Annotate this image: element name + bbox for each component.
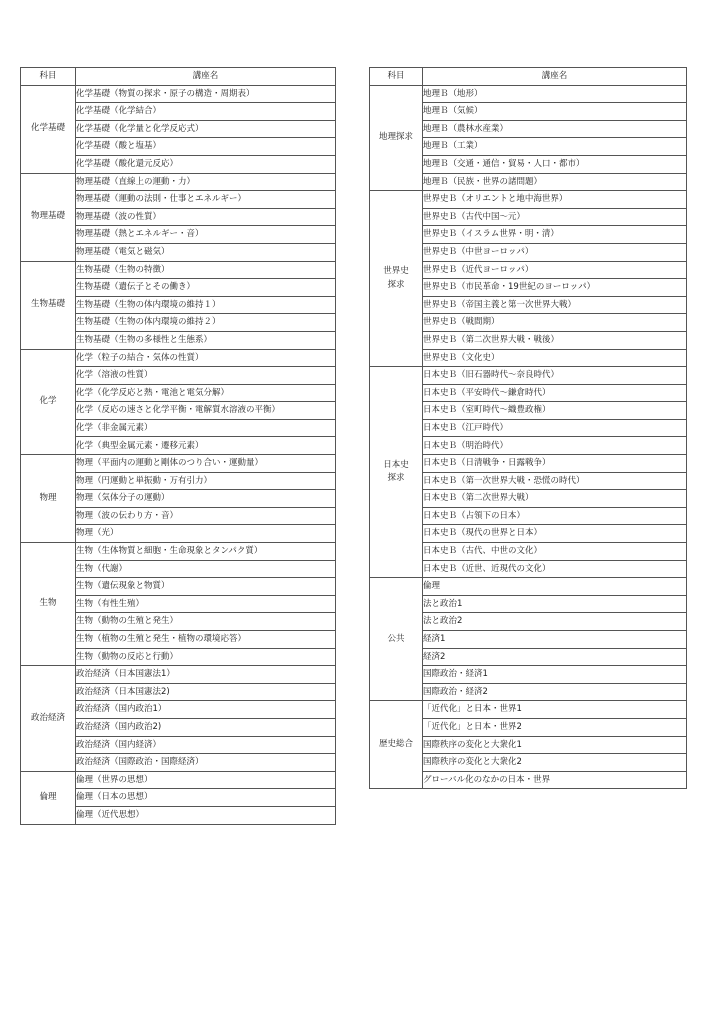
course-header: 講座名 — [423, 68, 687, 86]
course-cell: 日本史Ｂ（江戸時代） — [423, 419, 687, 437]
table-row — [370, 578, 687, 596]
subject-cell: 物理 — [21, 455, 76, 543]
course-cell: 日本史Ｂ（古代、中世の文化） — [423, 543, 687, 561]
course-cell: 物理（円運動と単振動・万有引力） — [76, 472, 336, 490]
course-cell: 倫理 — [423, 578, 687, 596]
course-cell: 世界史Ｂ（文化史） — [423, 349, 687, 367]
course-cell: 経済1 — [423, 631, 687, 649]
course-cell: 世界史Ｂ（市民革命・19世紀のヨーロッパ） — [423, 279, 687, 297]
course-cell: 地理Ｂ（気候） — [423, 103, 687, 121]
table-body — [370, 85, 687, 789]
course-cell: 法と政治2 — [423, 613, 687, 631]
course-cell: 生物基礎（生物の特徴） — [76, 261, 336, 279]
table-row — [21, 666, 336, 684]
course-cell: 物理（波の伝わり方・音） — [76, 507, 336, 525]
course-cell: 生物（動物の生殖と発生） — [76, 613, 336, 631]
course-cell: 生物基礎（生物の体内環境の維持２） — [76, 314, 336, 332]
course-cell: 「近代化」と日本・世界1 — [423, 701, 687, 719]
subject-cell: 物理基礎 — [21, 173, 76, 261]
course-cell: 政治経済（国際政治・国際経済） — [76, 754, 336, 772]
course-cell: 世界史Ｂ（第二次世界大戦・戦後） — [423, 331, 687, 349]
course-cell: 法と政治1 — [423, 595, 687, 613]
course-cell: 物理基礎（電気と磁気） — [76, 243, 336, 261]
table-header-row — [21, 68, 336, 86]
course-cell: 世界史Ｂ（近代ヨーロッパ） — [423, 261, 687, 279]
course-cell: 国際秩序の変化と大衆化2 — [423, 754, 687, 772]
course-cell: 日本史Ｂ（室町時代〜織豊政権） — [423, 402, 687, 420]
course-cell: 日本史Ｂ（旧石器時代〜奈良時代） — [423, 367, 687, 385]
course-cell: 倫理（世界の思想） — [76, 771, 336, 789]
course-cell: 化学基礎（化学量と化学反応式） — [76, 120, 336, 138]
course-cell: 化学（非金属元素） — [76, 419, 336, 437]
course-cell: 経済2 — [423, 648, 687, 666]
table-header-row — [370, 68, 687, 86]
table-row — [21, 85, 336, 103]
course-cell: 生物（生体物質と細胞・生命現象とタンパク質） — [76, 543, 336, 561]
course-cell: 政治経済（国内政治2) — [76, 718, 336, 736]
course-cell: 「近代化」と日本・世界2 — [423, 718, 687, 736]
course-cell: 世界史Ｂ（オリエントと地中海世界） — [423, 191, 687, 209]
course-cell: 倫理（近代思想） — [76, 806, 336, 824]
course-cell: 物理基礎（直線上の運動・力） — [76, 173, 336, 191]
course-cell: 日本史Ｂ（第二次世界大戦） — [423, 490, 687, 508]
course-cell: 日本史Ｂ（日清戦争・日露戦争） — [423, 455, 687, 473]
course-cell: 日本史Ｂ（平安時代〜鎌倉時代） — [423, 384, 687, 402]
subject-header: 科目 — [370, 68, 423, 86]
course-cell: 化学基礎（酸化還元反応） — [76, 155, 336, 173]
subject-cell: 歴史総合 — [370, 701, 423, 789]
course-cell: 地理Ｂ（交通・通信・貿易・人口・都市） — [423, 155, 687, 173]
subject-line: 日本史 — [383, 459, 409, 470]
subject-cell: 公共 — [370, 578, 423, 701]
course-table-right — [369, 67, 687, 789]
course-cell: 生物（植物の生殖と発生・植物の環境応答） — [76, 631, 336, 649]
table-row — [370, 85, 687, 103]
course-cell: 地理Ｂ（地形） — [423, 85, 687, 103]
table-row — [370, 701, 687, 719]
subject-header: 科目 — [21, 68, 76, 86]
course-cell: 世界史Ｂ（中世ヨーロッパ） — [423, 243, 687, 261]
course-cell: 生物基礎（遺伝子とその働き） — [76, 279, 336, 297]
table-row — [370, 367, 687, 385]
subject-cell: 地理探求 — [370, 85, 423, 191]
course-cell: 生物（動物の反応と行動） — [76, 648, 336, 666]
course-cell: 化学基礎（物質の探求・原子の構造・周期表） — [76, 85, 336, 103]
course-cell: 物理（平面内の運動と剛体のつり合い・運動量） — [76, 455, 336, 473]
course-cell: 世界史Ｂ（戦間期） — [423, 314, 687, 332]
course-cell: 化学基礎（化学結合） — [76, 103, 336, 121]
table-row — [21, 349, 336, 367]
course-table-left — [20, 67, 336, 825]
subject-cell — [370, 367, 423, 578]
course-cell: 物理基礎（熱とエネルギー・音） — [76, 226, 336, 244]
course-cell: 物理（光） — [76, 525, 336, 543]
course-cell: 化学（溶液の性質） — [76, 367, 336, 385]
course-cell: 化学（化学反応と熱・電池と電気分解） — [76, 384, 336, 402]
course-cell: 政治経済（国内政治1） — [76, 701, 336, 719]
course-cell: 国際秩序の変化と大衆化1 — [423, 736, 687, 754]
subject-cell: 生物 — [21, 543, 76, 666]
course-cell: 化学（粒子の結合・気体の性質） — [76, 349, 336, 367]
course-cell: 世界史Ｂ（イスラム世界・明・清） — [423, 226, 687, 244]
course-cell: 地理Ｂ（農林水産業） — [423, 120, 687, 138]
course-cell: 日本史Ｂ（近世、近現代の文化） — [423, 560, 687, 578]
table-row — [21, 771, 336, 789]
subject-cell: 化学基礎 — [21, 85, 76, 173]
course-header: 講座名 — [76, 68, 336, 86]
course-cell: 物理基礎（運動の法則・仕事とエネルギー） — [76, 191, 336, 209]
table-row — [21, 455, 336, 473]
table-row — [21, 173, 336, 191]
subject-cell — [370, 191, 423, 367]
course-cell: 生物（代謝） — [76, 560, 336, 578]
course-cell: 物理基礎（波の性質） — [76, 208, 336, 226]
course-cell: 日本史Ｂ（現代の世界と日本） — [423, 525, 687, 543]
course-cell: 生物（有性生殖） — [76, 595, 336, 613]
course-cell: 地理Ｂ（民族・世界の諸問題） — [423, 173, 687, 191]
course-cell: 倫理（日本の思想） — [76, 789, 336, 807]
course-cell: 政治経済（日本国憲法2) — [76, 683, 336, 701]
subject-cell: 政治経済 — [21, 666, 76, 772]
course-cell: 世界史Ｂ（古代中国〜元） — [423, 208, 687, 226]
course-cell: 日本史Ｂ（占領下の日本） — [423, 507, 687, 525]
course-cell: 日本史Ｂ（明治時代） — [423, 437, 687, 455]
course-cell: 地理Ｂ（工業） — [423, 138, 687, 156]
course-cell: 世界史Ｂ（帝国主義と第一次世界大戦） — [423, 296, 687, 314]
course-cell: 政治経済（日本国憲法1） — [76, 666, 336, 684]
course-cell: 化学基礎（酸と塩基） — [76, 138, 336, 156]
course-cell: 物理（気体分子の運動） — [76, 490, 336, 508]
subject-line: 世界史 — [383, 266, 409, 277]
subject-cell: 倫理 — [21, 771, 76, 824]
subject-cell: 化学 — [21, 349, 76, 455]
table-body — [21, 85, 336, 824]
course-cell: 生物基礎（生物の多様性と生態系） — [76, 331, 336, 349]
course-cell: 生物（遺伝現象と物質） — [76, 578, 336, 596]
course-cell: 国際政治・経済1 — [423, 666, 687, 684]
subject-cell: 生物基礎 — [21, 261, 76, 349]
table-row — [370, 191, 687, 209]
course-cell: 化学（反応の速さと化学平衡・電解質水溶液の平衡） — [76, 402, 336, 420]
course-cell: 日本史Ｂ（第一次世界大戦・恐慌の時代） — [423, 472, 687, 490]
subject-line: 探求 — [387, 279, 405, 290]
course-cell: 国際政治・経済2 — [423, 683, 687, 701]
course-cell: 政治経済（国内経済） — [76, 736, 336, 754]
subject-line: 探求 — [387, 473, 405, 484]
course-cell: 生物基礎（生物の体内環境の維持１） — [76, 296, 336, 314]
course-cell: 化学（典型金属元素・遷移元素） — [76, 437, 336, 455]
table-row — [21, 261, 336, 279]
table-row — [21, 543, 336, 561]
course-cell: グローバル化のなかの日本・世界 — [423, 771, 687, 789]
